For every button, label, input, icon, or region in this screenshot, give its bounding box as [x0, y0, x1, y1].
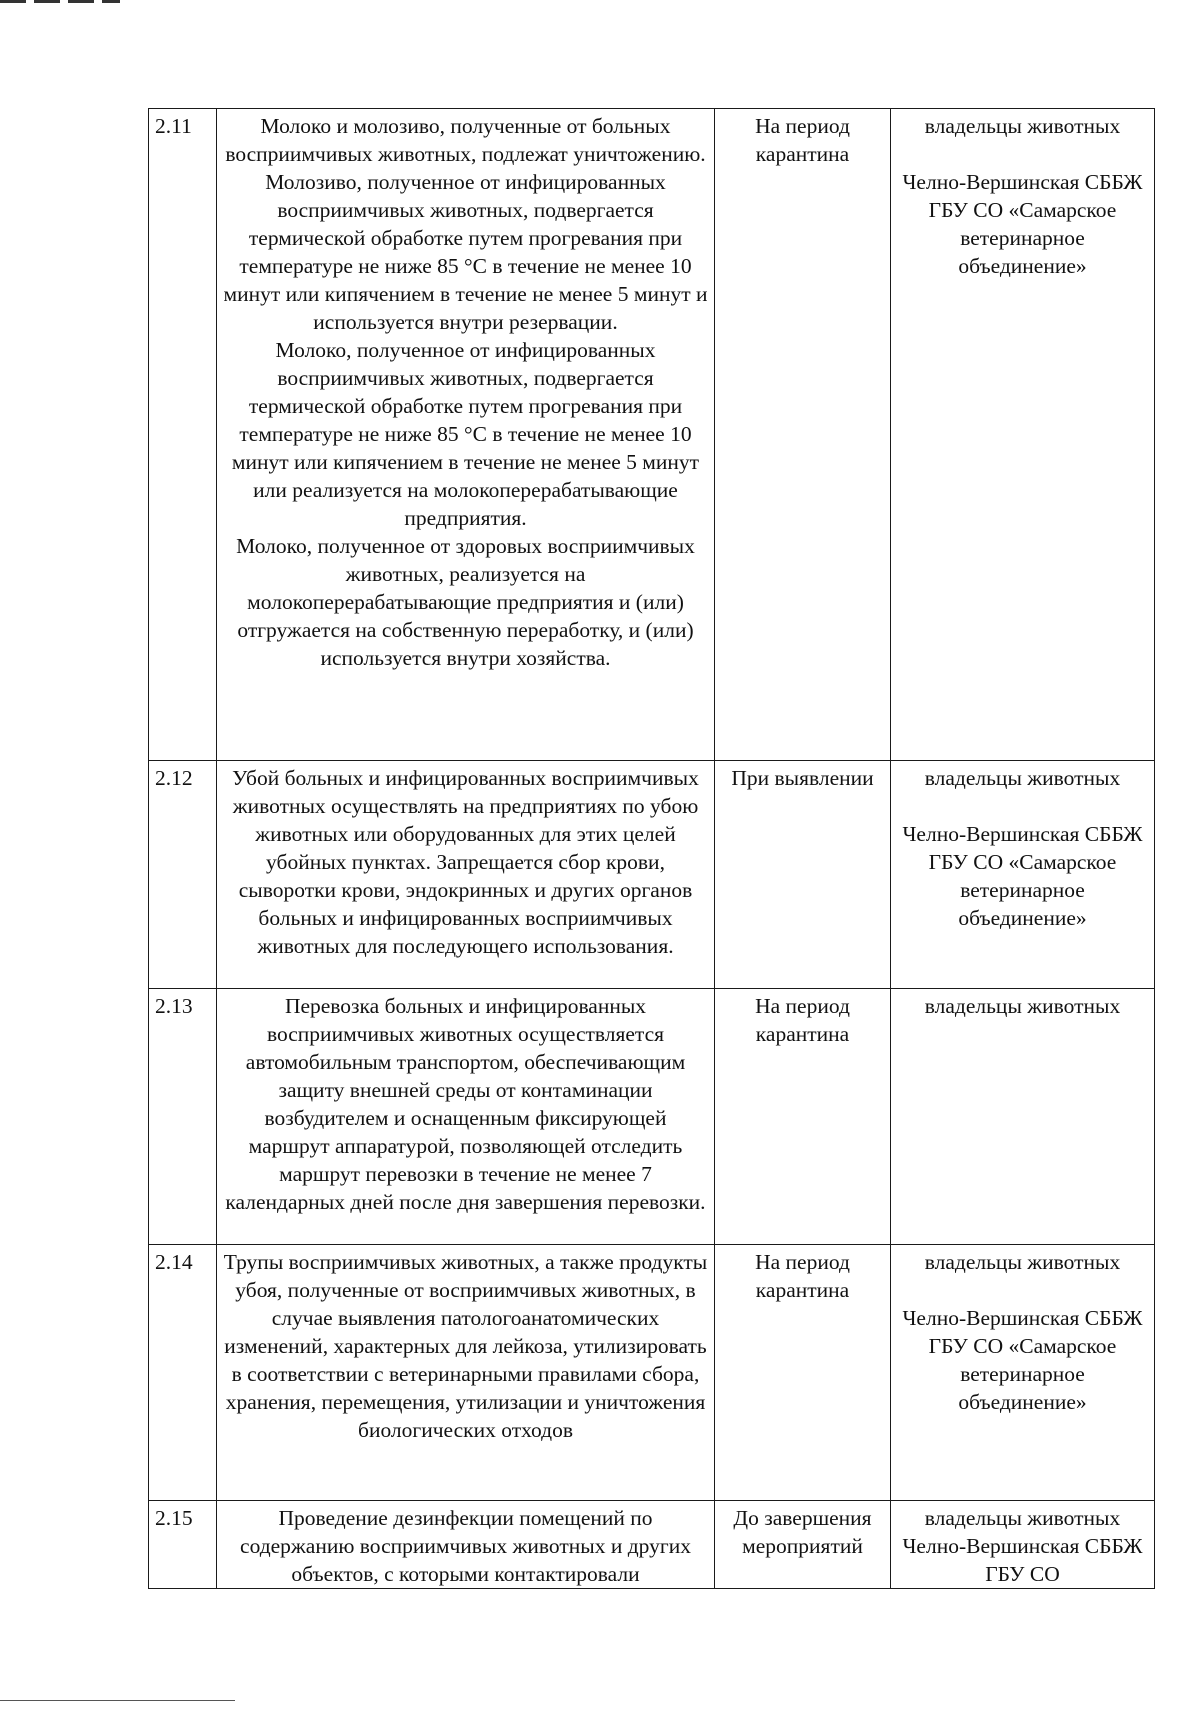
table-row — [149, 761, 1155, 989]
responsible-parties — [891, 989, 1155, 1245]
responsible-parties — [891, 109, 1155, 761]
item-number: 2.12 — [149, 761, 217, 989]
responsible-vet-station: Челно-Вершинская СББЖ ГБУ СО «Самарское ветеринарное объединение» — [902, 822, 1143, 930]
responsible-vet-station: Челно-Вершинская СББЖ ГБУ СО — [902, 1534, 1143, 1586]
item-number: 2.14 — [149, 1245, 217, 1501]
item-number: 2.11 — [149, 109, 217, 761]
scan-artifact-bottom — [0, 1700, 235, 1701]
table-row — [149, 109, 1155, 761]
measures-table — [148, 108, 1155, 1589]
table-row — [149, 989, 1155, 1245]
responsible-owner: владельцы животных — [924, 766, 1121, 790]
responsible-owner: владельцы животных — [924, 1250, 1121, 1274]
table-row — [149, 1245, 1155, 1501]
measure-description — [217, 761, 715, 989]
table-row — [149, 1501, 1155, 1589]
measure-term: На период карантина — [715, 1245, 891, 1501]
measure-description — [217, 1245, 715, 1501]
description-paragraph: Молоко, полученное от инфицированных восприимчивых животных, подвергается термической обработке путем прогревания при температуре не ниже 85 °С в течение не менее 10 минут или кипячением в течение не менее 5 минут или реализуется на молокоперерабатывающие предприятия. — [231, 338, 700, 530]
responsible-parties — [891, 1245, 1155, 1501]
measure-description — [217, 1501, 715, 1589]
description-paragraph: Молоко и молозиво, полученные от больных восприимчивых животных, подлежат уничтожению. Молозиво, полученное от инфицированных восприимчивых животных, подвергается термической обработке путем прогревания при температуре не ниже 85 °С в течение не менее 10 минут или кипячением в течение не менее 5 минут и используется внутри резервации. — [223, 114, 708, 334]
responsible-owner: владельцы животных — [924, 1506, 1121, 1530]
responsible-parties — [891, 1501, 1155, 1589]
description-paragraph: Перевозка больных и инфицированных восприимчивых животных осуществляется автомобильным транспортом, обеспечивающим защиту внешней среды от контаминации возбудителем и оснащенным фиксирующей маршрут аппаратурой, позволяющей отследить маршрут перевозки в течение не менее 7 календарных дней после дня завершения перевозки. — [225, 994, 706, 1214]
scan-artifact-top — [0, 0, 120, 3]
measure-term: До завершения мероприятий — [715, 1501, 891, 1589]
measure-description — [217, 109, 715, 761]
responsible-owner: владельцы животных — [924, 994, 1121, 1018]
responsible-owner: владельцы животных — [924, 114, 1121, 138]
responsible-parties — [891, 761, 1155, 989]
measure-term: На период карантина — [715, 989, 891, 1245]
description-paragraph: Убой больных и инфицированных восприимчивых животных осуществлять на предприятиях по убою животных или оборудованных для этих целей убойных пунктах. Запрещается сбор крови, сыворотки крови, эндокринных и других органов больных и инфицированных восприимчивых животных для последующего использования. — [232, 766, 699, 958]
item-number: 2.13 — [149, 989, 217, 1245]
description-paragraph: Проведение дезинфекции помещений по содержанию восприимчивых животных и других объектов, с которыми контактировали — [240, 1506, 691, 1586]
measure-term: При выявлении — [715, 761, 891, 989]
responsible-vet-station: Челно-Вершинская СББЖ ГБУ СО «Самарское ветеринарное объединение» — [902, 1306, 1143, 1414]
measure-term: На период карантина — [715, 109, 891, 761]
measure-description — [217, 989, 715, 1245]
item-number: 2.15 — [149, 1501, 217, 1589]
responsible-vet-station: Челно-Вершинская СББЖ ГБУ СО «Самарское ветеринарное объединение» — [902, 170, 1143, 278]
description-paragraph: Молоко, полученное от здоровых восприимчивых животных, реализуется на молокоперерабатывающие предприятия и (или) отгружается на собственную переработку, и (или) используется внутри хозяйства. — [236, 534, 695, 670]
description-paragraph: Трупы восприимчивых животных, а также продукты убоя, полученные от восприимчивых животных, в случае выявления патологоанатомических изменений, характерных для лейкоза, утилизировать в соответствии с ветеринарными правилами сбора, хранения, перемещения, утилизации и уничтожения биологических отходов — [223, 1250, 708, 1442]
